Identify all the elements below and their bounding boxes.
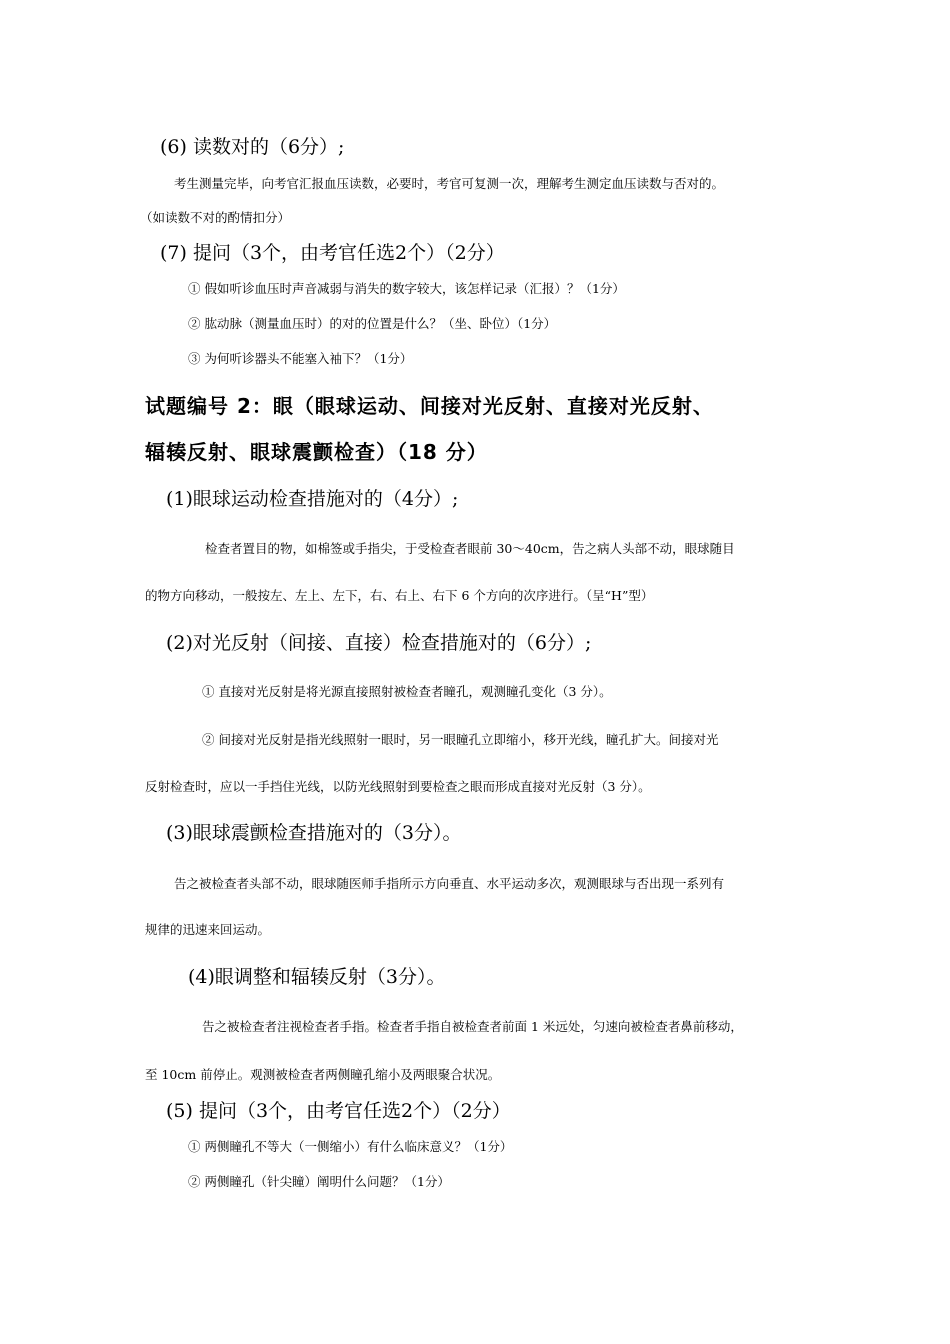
eye-section-2-heading: (2)对光反射（间接、直接）检查措施对的（6分）;: [166, 632, 592, 654]
eye-section-1-paragraph-2: 的物方向移动，一般按左、左上、左下，右、右上、右下 6 个方向的次序进行。（呈“H”型）: [145, 588, 654, 603]
eye-section-1-heading: (1)眼球运动检查措施对的（4分）;: [166, 488, 459, 510]
eye-section-4-paragraph-1: 告之被检查者注视检查者手指。检查者手指自被检查者前面 1 米远处，匀速向被检查者鼻前移动，: [202, 1019, 743, 1034]
eye-section-2-paragraph-1: ① 直接对光反射是将光源直接照射被检查者瞳孔，观测瞳孔变化（3 分）。: [202, 684, 612, 699]
eye-section-2-paragraph-2: ② 间接对光反射是指光线照射一眼时，另一眼瞳孔立即缩小，移开光线，瞳孔扩大。间接对光: [202, 732, 719, 747]
section-7-heading: (7) 提问（3个，由考官任选2个）（2分）: [160, 242, 505, 264]
section-7-question-2: ② 肱动脉（测量血压时）的对的位置是什么？（坐、卧位）（1分）: [188, 316, 557, 331]
section-7-question-1: ① 假如听诊血压时声音减弱与消失的数字较大，该怎样记录（汇报）？（1分）: [188, 281, 625, 296]
eye-section-5-question-1: ① 两侧瞳孔不等大（一侧缩小）有什么临床意义？（1分）: [188, 1139, 513, 1154]
section-7-question-3: ③ 为何听诊器头不能塞入袖下？（1分）: [188, 351, 413, 366]
eye-section-2-paragraph-3: 反射检查时，应以一手挡住光线，以防光线照射到要检查之眼而形成直接对光反射（3 分）。: [145, 779, 651, 794]
eye-section-4-heading: (4)眼调整和辐辏反射（3分）。: [188, 966, 446, 988]
section-6-heading: (6) 读数对的（6分）;: [160, 136, 345, 158]
eye-section-5-heading: (5) 提问（3个，由考官任选2个）（2分）: [166, 1100, 511, 1122]
eye-section-5-question-2: ② 两侧瞳孔（针尖瞳）阐明什么问题？（1分）: [188, 1174, 450, 1189]
eye-section-1-paragraph-1: 检查者置目的物，如棉签或手指尖，于受检查者眼前 30～40cm，告之病人头部不动，眼球随目: [205, 541, 735, 556]
eye-section-3-paragraph-2: 规律的迅速来回运动。: [145, 922, 271, 937]
eye-section-3-heading: (3)眼球震颤检查措施对的（3分）。: [166, 822, 462, 844]
item-2-title-line-1: 试题编号 2：眼（眼球运动、间接对光反射、直接对光反射、: [145, 394, 714, 418]
eye-section-3-paragraph-1: 告之被检查者头部不动，眼球随医师手指所示方向垂直、水平运动多次，观测眼球与否出现一系列有: [174, 876, 725, 891]
eye-section-4-paragraph-2: 至 10cm 前停止。观测被检查者两侧瞳孔缩小及两眼聚合状况。: [145, 1067, 501, 1082]
section-6-paragraph: 考生测量完毕，向考官汇报血压读数，必要时，考官可复测一次，理解考生测定血压读数与否对的。: [174, 176, 725, 191]
section-6-note: （如读数不对的酌情扣分）: [140, 210, 291, 225]
item-2-title-line-2: 辐辏反射、眼球震颤检查）（18 分）: [145, 440, 488, 464]
